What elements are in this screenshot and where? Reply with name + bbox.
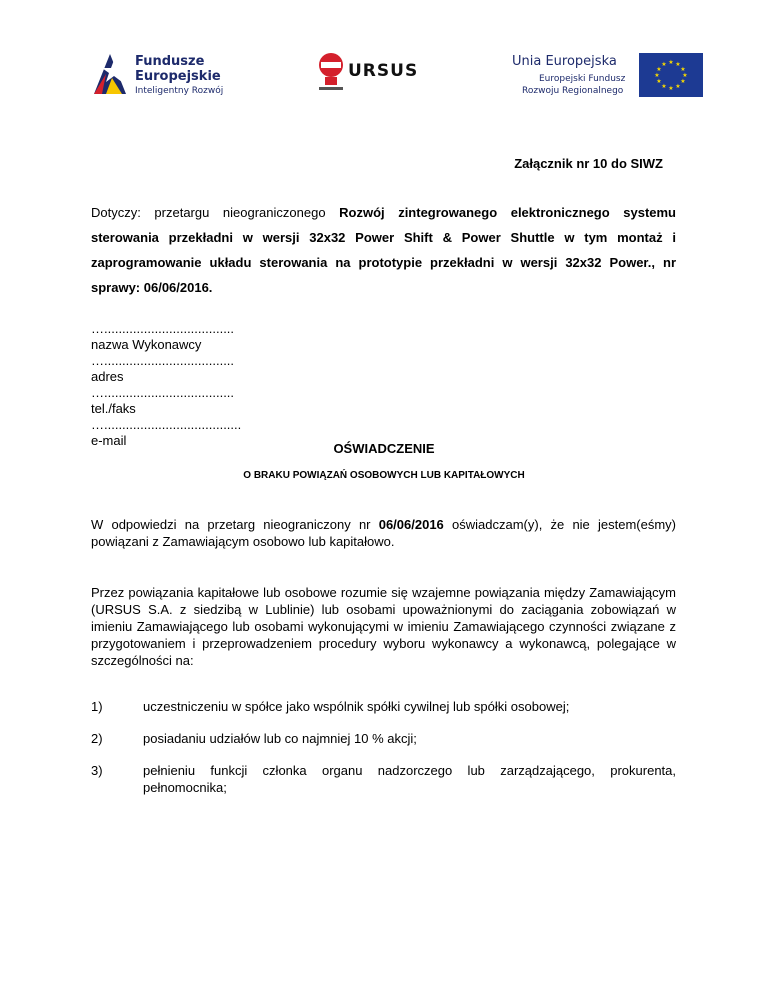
svg-text:★: ★ — [680, 78, 686, 85]
funds-star-logo-icon — [92, 52, 132, 96]
field-label-name: nazwa Wykonawcy — [91, 337, 202, 352]
svg-text:★: ★ — [656, 66, 662, 73]
list-item — [91, 698, 676, 718]
svg-text:★: ★ — [668, 59, 674, 66]
list-item-text: uczestniczeniu w spółce jako wspólnik spółki cywilnej lub spółki osobowej; — [143, 699, 570, 714]
svg-text:★: ★ — [661, 61, 667, 68]
eu-subtitle-2: Rozwoju Regionalnego — [522, 86, 624, 96]
list-item — [91, 730, 676, 750]
eu-title: Unia Europejska — [512, 54, 617, 69]
field-dots-phone: ….................................... — [91, 385, 235, 400]
svg-text:★: ★ — [668, 85, 674, 92]
svg-text:★: ★ — [656, 78, 662, 85]
list-item-text: pełnieniu funkcji członka organu nadzorczego lub zarządzającego, prokurenta, pełnomocnika; — [143, 763, 676, 795]
list-item-number: 1) — [91, 699, 103, 714]
svg-text:★: ★ — [680, 66, 686, 73]
svg-text:★: ★ — [661, 83, 667, 90]
funds-logo-line1: Fundusze — [135, 54, 205, 69]
field-dots-name: ….................................... — [91, 321, 235, 336]
field-label-phone: tel./faks — [91, 401, 136, 416]
tender-title: Rozwój zintegrowanego elektronicznego systemu sterowania przekładni w wersji 32x32 Power Shift & Power Shuttle w tym montaż i zaprogramowanie układu sterowania na prototypie przekładni w wersji 32x32 Power., nr sprawy: 06/06/2016. — [91, 205, 676, 295]
field-dots-address: ….................................... — [91, 353, 235, 368]
svg-text:★: ★ — [675, 61, 681, 68]
document-subtitle: O BRAKU POWIĄZAŃ OSOBOWYCH LUB KAPITAŁOWYCH — [243, 470, 525, 481]
eu-flag-icon — [639, 53, 703, 97]
eu-subtitle-1: Europejski Fundusz — [539, 74, 626, 84]
field-label-address: adres — [91, 369, 124, 384]
list-item — [91, 762, 676, 802]
svg-text:★: ★ — [675, 83, 681, 90]
funds-logo-line2: Europejskie — [135, 69, 221, 84]
case-number: 06/06/2016 — [378, 517, 444, 532]
svg-text:★: ★ — [654, 72, 660, 79]
list-item-number: 3) — [91, 763, 103, 778]
field-label-email: e-mail — [91, 433, 127, 448]
ursus-logo-text: URSUS — [348, 61, 419, 81]
para1-end: oświadczam(y), że nie jestem(eśmy) powiązani z Zamawiającym osobowo lub kapitałowo. — [91, 517, 677, 549]
list-item-number: 2) — [91, 731, 103, 746]
para1-start: W odpowiedzi na przetarg nieograniczony nr — [91, 517, 379, 532]
attachment-label: Załącznik nr 10 do SIWZ — [514, 156, 663, 171]
definition-paragraph: Przez powiązania kapitałowe lub osobowe rozumie się wzajemne powiązania między Zamawiającym (URSUS S.A. z siedzibą w Lublinie) lub osobami upoważnionymi do zaciągania zobowiązań w imieniu Zamawiającego lub osobami wykonującymi w imieniu Zamawiającego czynności związane z przygotowaniem i przeprowadzeniem procedury wyboru wykonawcy a wykonawcą, polegające w szczególności na: — [91, 585, 676, 668]
declaration-paragraph — [91, 516, 676, 550]
document-title: OŚWIADCZENIE — [333, 441, 435, 456]
list-item-text: posiadaniu udziałów lub co najmniej 10 % akcji; — [143, 731, 417, 746]
contractor-fields — [91, 321, 241, 449]
concern-paragraph — [91, 200, 676, 300]
svg-text:★: ★ — [682, 72, 688, 79]
field-dots-email: …...................................... — [91, 417, 242, 432]
concern-prefix: Dotyczy: przetargu nieograniczonego — [91, 205, 340, 220]
funds-logo-line3: Inteligentny Rozwój — [135, 86, 224, 96]
ursus-emblem-icon — [316, 52, 346, 94]
